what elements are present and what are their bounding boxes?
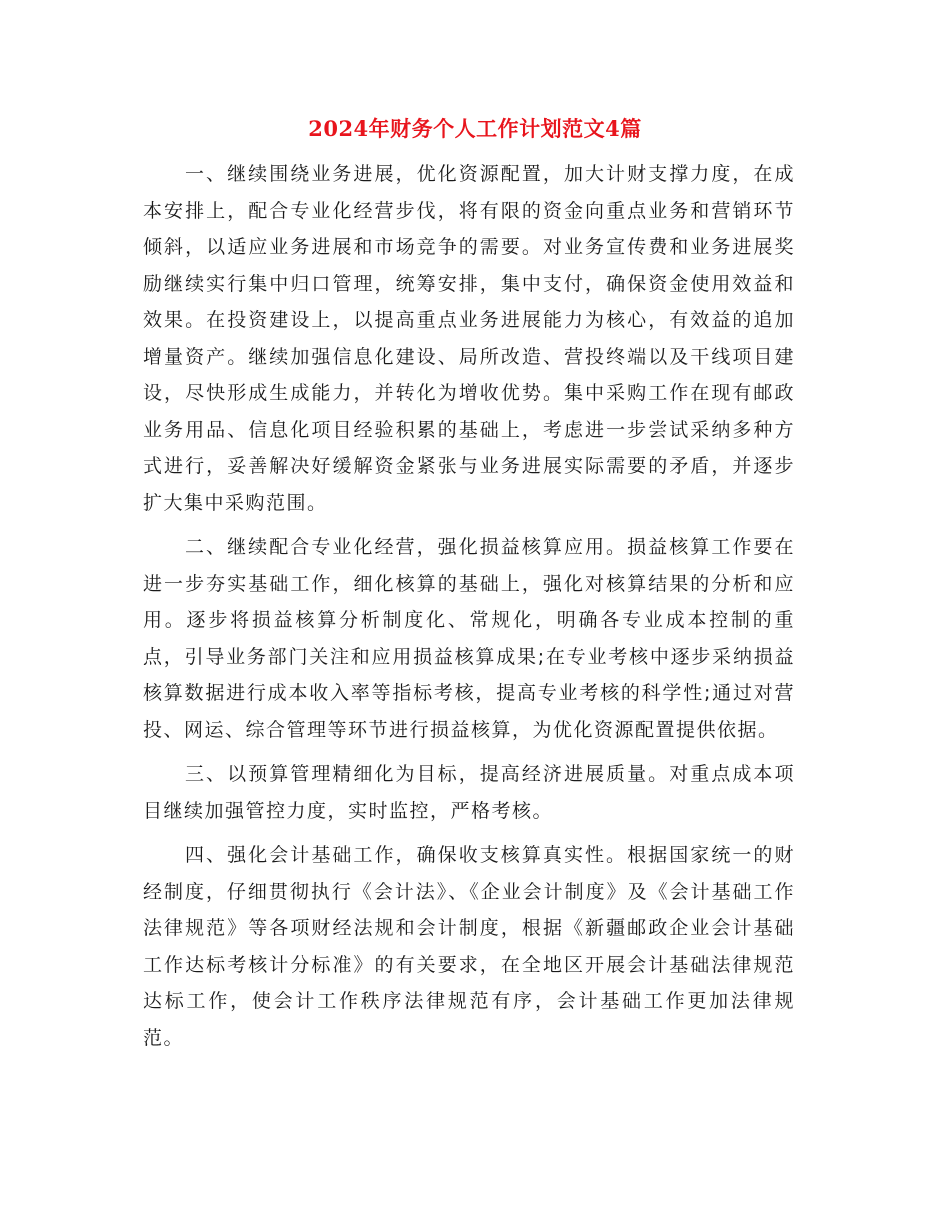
paragraph-4: 四、强化会计基础工作，确保收支核算真实性。根据国家统一的财经制度，仔细贯彻执行《会计法》、《企业会计制度》及《会计基础工作法律规范》等各项财经法规和会计制度，根据《新疆邮政企业会计基础工作达标考核计分标准》的有关要求，在全地区开展会计基础法律规范达标工作，使会计工作秩序法律规范有序，会计基础工作更加法律规范。 [143, 844, 795, 1049]
document-title: 2024年财务个人工作计划范文4篇 [308, 116, 642, 141]
paragraph-2: 二、继续配合专业化经营，强化损益核算应用。损益核算工作要在进一步夯实基础工作，细化核算的基础上，强化对核算结果的分析和应用。逐步将损益核算分析制度化、常规化，明确各专业成本控制的重点，引导业务部门关注和应用损益核算成果;在专业考核中逐步采纳损益核算数据进行成本收入率等指标考核，提高专业考核的科学性;通过对营投、网运、综合管理等环节进行损益核算，为优化资源配置提供依据。 [143, 536, 795, 741]
document-body [143, 156, 795, 1064]
paragraph-1: 一、继续围绕业务进展，优化资源配置，加大计财支撑力度，在成本安排上，配合专业化经营步伐，将有限的资金向重点业务和营销环节倾斜，以适应业务进展和市场竞争的需要。对业务宣传费和业务进展奖励继续实行集中归口管理，统筹安排，集中支付，确保资金使用效益和效果。在投资建设上，以提高重点业务进展能力为核心，有效益的追加增量资产。继续加强信息化建设、局所改造、营投终端以及干线项目建设，尽快形成生成能力，并转化为增收优势。集中采购工作在现有邮政业务用品、信息化项目经验积累的基础上，考虑进一步尝试采纳多种方式进行，妥善解决好缓解资金紧张与业务进展实际需要的矛盾，并逐步扩大集中采购范围。 [143, 163, 795, 514]
paragraph-3: 三、以预算管理精细化为目标，提高经济进展质量。对重点成本项目继续加强管控力度，实时监控，严格考核。 [143, 763, 795, 822]
